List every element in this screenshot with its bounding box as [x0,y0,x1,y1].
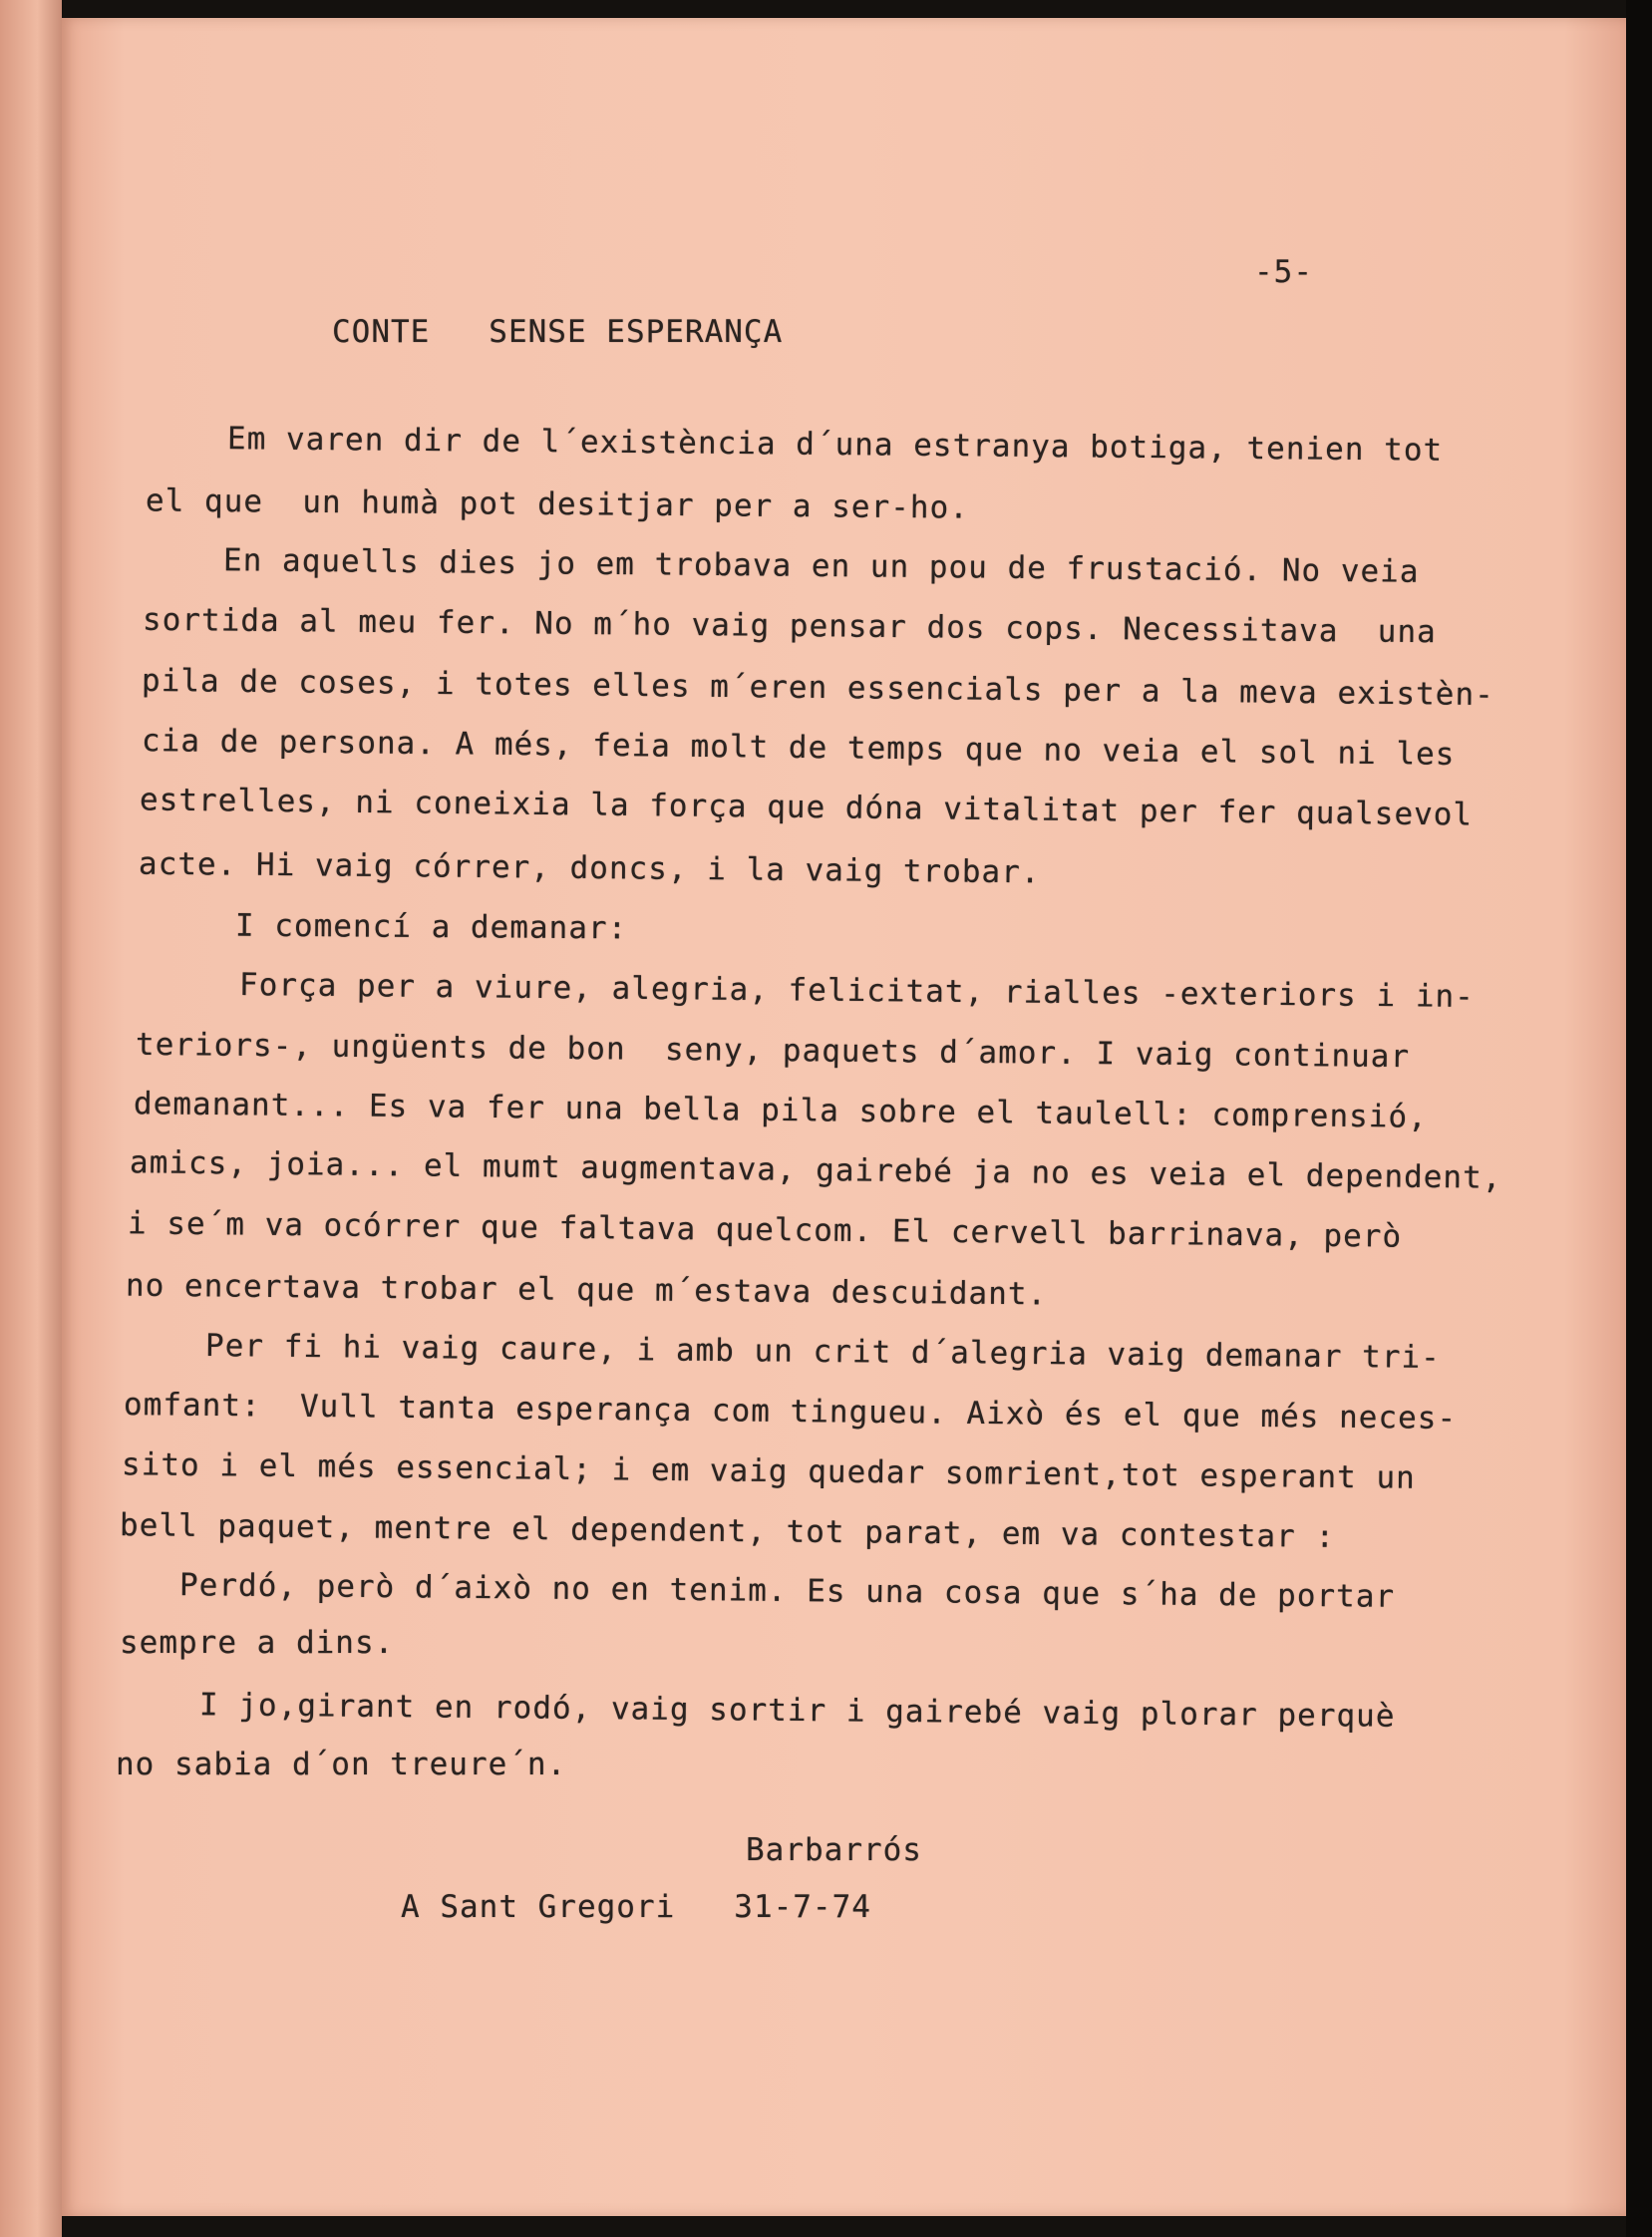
body-line: Perdó, però d´això no en tenim. Es una cosa que s´ha de portar [178,1567,1396,1615]
body-line: i se´m va ocórrer que faltava quelcom. El cervell barrinava, però [127,1205,1403,1255]
body-line: En aquells dies jo em trobava en un pou de frustació. No veia [222,542,1420,590]
body-line: no encertava trobar el que m´estava descuidant. [125,1267,1048,1313]
body-line: demanant... Es va fer una bella pila sobre el taulell: comprensió, [133,1086,1428,1135]
story-title: CONTE SENSE ESPERANÇA [332,314,784,350]
body-line: acte. Hi vaig córrer, doncs, i la vaig trobar. [138,845,1041,891]
body-line: amics, joia... el mumt augmentava, gairebé ja no es veia el dependent, [129,1144,1502,1196]
body-line: Per fi hi vaig caure, i amb un crit d´alegria vaig demanar tri- [204,1328,1441,1376]
scan-background-edge [1626,0,1652,2237]
body-line: estrelles, ni coneixia la força que dóna vitalitat per fer qualsevol [139,782,1474,833]
body-line: no sabia d´on treure´n. [116,1747,567,1782]
body-line: sortida al meu fer. No m´ho vaig pensar dos cops. Necessitava una [142,601,1437,651]
body-line: I jo,girant en rodó, vaig sortir i gairebé vaig plorar perquè [198,1687,1396,1735]
place-and-date: A Sant Gregori 31-7-74 [401,1889,871,1925]
body-line: teriors-, ungüents de bon seny, paquets d´amor. I vaig continuar [135,1026,1411,1076]
body-line: I comencí a demanar: [234,907,628,947]
body-line: el que un humà pot desitjar per a ser-ho. [145,482,970,526]
body-line: Em varen dir de l´existència d´una estranya botiga, tenien tot [226,421,1444,469]
author-signature: Barbarrós [746,1832,922,1868]
body-line: sempre a dins. [120,1625,395,1661]
body-line: bell paquet, mentre el dependent, tot parat, em va contestar : [119,1507,1336,1555]
body-line: Força per a viure, alegria, felicitat, rialles -exteriors i in- [238,967,1475,1015]
page-number: -5- [1254,254,1313,290]
body-line: omfant: Vull tanta esperança com tingueu. Això és el que més neces- [123,1387,1458,1437]
body-line: cia de persona. A més, feia molt de temps que no veia el sol ni les [141,723,1456,773]
body-line: pila de coses, i totes elles m´eren essencials per a la meva existèn- [141,662,1494,714]
left-page-edge [0,0,62,2237]
body-line: sito i el més essencial; i em vaig quedar somrient,tot esperant un [121,1446,1416,1496]
